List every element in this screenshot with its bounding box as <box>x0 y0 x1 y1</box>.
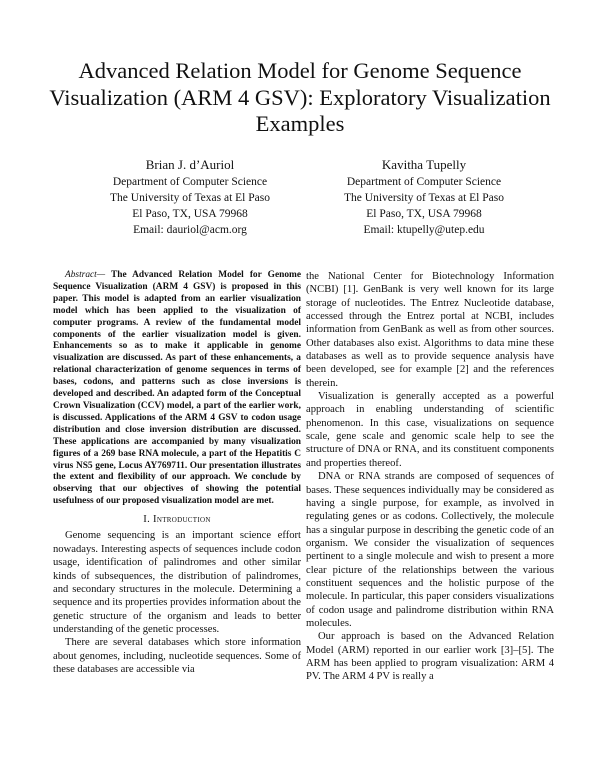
body-paragraph: Genome sequencing is an important science effort nowadays. Interesting aspects of sequences include codon usage, identification of palindromes and other similar kinds of subsequences, the distribution of palindromes, and secondary structures in the molecule. Determining a sequence and its properties provides information about the genetic structure of the organism and leads to better understanding of the genetic processes. <box>53 530 302 635</box>
author-department: Department of Computer Science <box>346 176 502 188</box>
body-paragraph: the National Center for Biotechnology Information (NCBI) [1]. GenBank is very well known for its large storage of nucleotides. The Entrez Nucleotide database, accessed through the Entrez portal at NCBI, includes information from GenBank as well as from other sources. Other databases also exist. Algorithms to data mine these databases as well as to provide sequence analysis have been developed, see for example [2] and the references therein. <box>306 271 554 389</box>
author-name: Kavitha Tupelly <box>381 157 467 172</box>
section-heading-introduction <box>53 513 301 526</box>
body-paragraph: Our approach is based on the Advanced Relation Model (ARM) reported in our earlier work [3]–[5]. The ARM has been applied to program visualization: ARM 4 PV. The ARM 4 PV is really a <box>306 631 554 683</box>
body-paragraph: Visualization is generally accepted as a powerful approach in enabling understanding of scientific phenomenon. In this case, visualizations on sequence scale, gene scale and genomic scale help to see the structure of DNA or RNA, and its constituent components and properties thereof. <box>306 391 554 469</box>
body-paragraph: DNA or RNA strands are composed of sequences of bases. These sequences individually may be considered as having a single purpose, for example, as involved in regulating genes or as codons. Collectively, the molecule has a singular purpose in describing the genetic code of an organism. We consider the visualization of sequences pertinent to a single molecule and wish to present a more clear picture of the relationships between the various constituent sequences and the holistic purpose of the molecule. In particular, this paper considers visualizations of codon usage and palindrome distribution within RNA molecules. <box>306 471 554 629</box>
abstract-body: The Advanced Relation Model for Genome Sequence Visualization (ARM 4 GSV) is proposed in this paper. This model is adapted from an earlier visualization model which has been applied to the visualization of computer programs. A review of the fundamental model components of the earlier visualization model is given. Enhancements so as to make it applicable in genome visualization are discussed. As part of these enhancements, a relational characterization of genome sequences in terms of bases, codons, and patterns such as close inversions is developed and described. An adapted form of the Conceptual Crown Visualization (CCV) model, a part of the earlier work, is discussed. Applications of the ARM 4 GSV to codon usage distribution and close inversion distribution are discussed. These applications are accompanied by many visualization figures of a 269 base RNA molecule, a part of the Hepatitis C virus NS5 gene, Locus AY769711. Our presentation illustrates the extent and flexibility of our approach. We conclude by observing that our objectives of showing the potential usefulness of our proposed visualization model are met. <box>53 270 301 507</box>
author-name: Brian J. d’Auriol <box>145 157 235 172</box>
author-institution: The University of Texas at El Paso <box>344 192 504 204</box>
body-paragraph: There are several databases which store information about genomes, including, nucleotide sequences. Some of these databases are accessible via <box>53 637 301 675</box>
author-email: Email: ktupelly@utep.edu <box>363 224 485 236</box>
author-department: Department of Computer Science <box>112 176 268 188</box>
author-block-1 <box>70 156 310 238</box>
author-location: El Paso, TX, USA 79968 <box>132 208 248 220</box>
abstract-lead: Abstract— <box>65 270 106 280</box>
left-column <box>53 270 301 676</box>
section-numeral: I. <box>143 514 154 526</box>
section-title: Introduction <box>153 514 211 526</box>
author-location: El Paso, TX, USA 79968 <box>366 208 482 220</box>
right-column <box>306 270 554 684</box>
author-institution: The University of Texas at El Paso <box>110 192 270 204</box>
paper-title: Advanced Relation Model for Genome Sequence Visualization (ARM 4 GSV): Exploratory Visualization Examples <box>49 58 551 136</box>
author-email: Email: dauriol@acm.org <box>133 224 247 236</box>
abstract <box>53 270 301 508</box>
author-block-2 <box>304 156 544 238</box>
